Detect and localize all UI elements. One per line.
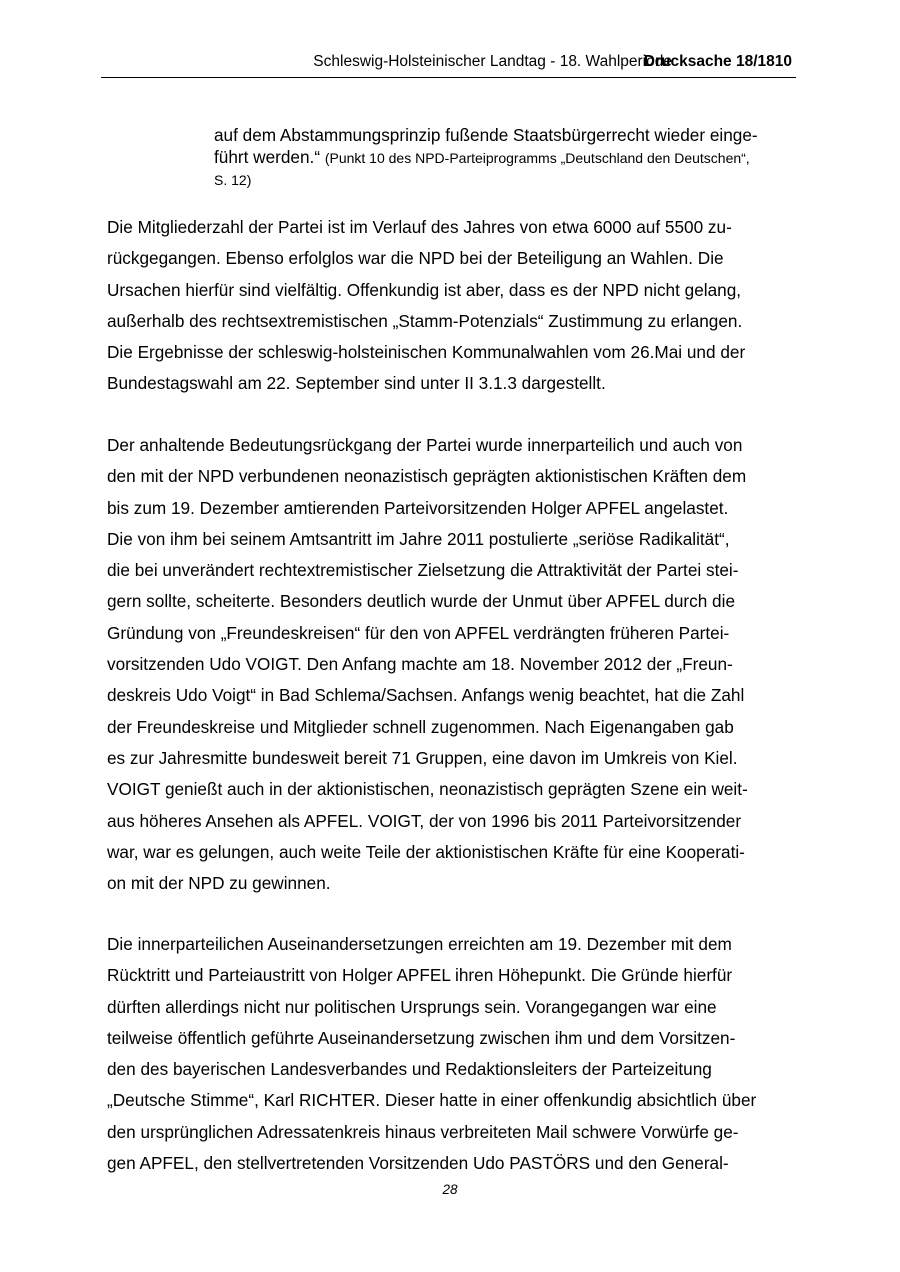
text-line: deskreis Udo Voigt“ in Bad Schlema/Sachsen. Anfangs wenig beachtet, hat die Zahl xyxy=(107,685,745,706)
text-line: Die von ihm bei seinem Amtsantritt im Jahre 2011 postulierte „seriöse Radikalität“, xyxy=(107,528,730,549)
text-line: Die Mitgliederzahl der Partei ist im Verlauf des Jahres von etwa 6000 auf 5500 zu- xyxy=(107,217,732,237)
quote-text: führt werden.“ xyxy=(214,147,321,167)
quote-line xyxy=(214,146,796,169)
text-line: den des bayerischen Landesverbandes und Redaktionsleiters der Parteizeitung xyxy=(107,1059,712,1080)
text-line: der Freundeskreise und Mitglieder schnell zugenommen. Nach Eigenangaben gab xyxy=(107,716,734,737)
text-line: rückgegangen. Ebenso erfolglos war die NPD bei der Beteiligung an Wahlen. Die xyxy=(107,248,724,269)
quote-source-line: S. 12) xyxy=(214,172,252,188)
paragraph-membership xyxy=(107,212,797,400)
page-header xyxy=(101,48,796,78)
text-line: den ursprünglichen Adressatenkreis hinaus verbreiteten Mail schwere Vorwürfe ge- xyxy=(107,1121,739,1142)
page-number: 28 xyxy=(442,1182,458,1197)
text-line: vorsitzenden Udo VOIGT. Den Anfang machte am 18. November 2012 der „Freun- xyxy=(107,654,733,675)
quote-line: auf dem Abstammungsprinzip fußende Staatsbürgerrecht wieder einge- xyxy=(214,125,758,145)
block-quote xyxy=(214,124,796,191)
text-line: Rücktritt und Parteiaustritt von Holger APFEL ihren Höhepunkt. Die Gründe hierfür xyxy=(107,965,733,986)
paragraph-disputes xyxy=(107,929,797,1179)
text-line: aus höheres Ansehen als APFEL. VOIGT, der von 1996 bis 2011 Parteivorsitzender xyxy=(107,810,742,831)
quote-source: (Punkt 10 des NPD-Parteiprogramms „Deutschland den Deutschen“, xyxy=(324,150,750,166)
document-number: Drucksache 18/1810 xyxy=(643,53,792,70)
text-line: gen APFEL, den stellvertretenden Vorsitzenden Udo PASTÖRS und den General- xyxy=(107,1153,729,1174)
header-title: Schleswig-Holsteinischer Landtag - 18. Wahlperiode xyxy=(313,53,672,70)
text-line: VOIGT genießt auch in der aktionistischen, neonazistisch geprägten Szene ein weit- xyxy=(107,779,748,800)
text-line: war, war es gelungen, auch weite Teile der aktionistischen Kräfte für eine Kooperati- xyxy=(107,841,745,862)
paragraph-decline xyxy=(107,430,797,899)
text-line: außerhalb des rechtsextremistischen „Stamm-Potenzials“ Zustimmung zu erlangen. xyxy=(107,310,743,331)
text-line: den mit der NPD verbundenen neonazistisch geprägten aktionistischen Kräften dem xyxy=(107,466,747,487)
text-line: teilweise öffentlich geführte Auseinandersetzung zwischen ihm und dem Vorsitzen- xyxy=(107,1027,736,1048)
text-line: die bei unverändert rechtextremistischer Zielsetzung die Attraktivität der Partei stei- xyxy=(107,560,739,581)
text-line: gern sollte, scheiterte. Besonders deutlich wurde der Unmut über APFEL durch die xyxy=(107,591,735,612)
text-line: bis zum 19. Dezember amtierenden Parteivorsitzenden Holger APFEL angelastet. xyxy=(107,497,729,518)
text-line: Gründung von „Freundeskreisen“ für den von APFEL verdrängten früheren Partei- xyxy=(107,622,730,643)
text-line: „Deutsche Stimme“, Karl RICHTER. Dieser hatte in einer offenkundig absichtlich über xyxy=(107,1090,757,1111)
text-line: es zur Jahresmitte bundesweit bereit 71 Gruppen, eine davon im Umkreis von Kiel. xyxy=(107,747,738,768)
text-line: on mit der NPD zu gewinnen. xyxy=(107,873,331,894)
text-line: dürften allerdings nicht nur politischen Ursprungs sein. Vorangegangen war eine xyxy=(107,996,717,1017)
text-line: Ursachen hierfür sind vielfältig. Offenkundig ist aber, dass es der NPD nicht gelang, xyxy=(107,279,742,300)
text-line: Die Ergebnisse der schleswig-holsteinischen Kommunalwahlen vom 26.Mai und der xyxy=(107,342,746,363)
text-line: Der anhaltende Bedeutungsrückgang der Partei wurde innerparteilich und auch von xyxy=(107,435,743,455)
text-line: Die innerparteilichen Auseinandersetzungen erreichten am 19. Dezember mit dem xyxy=(107,934,732,954)
text-line: Bundestagswahl am 22. September sind unter II 3.1.3 dargestellt. xyxy=(107,373,606,394)
